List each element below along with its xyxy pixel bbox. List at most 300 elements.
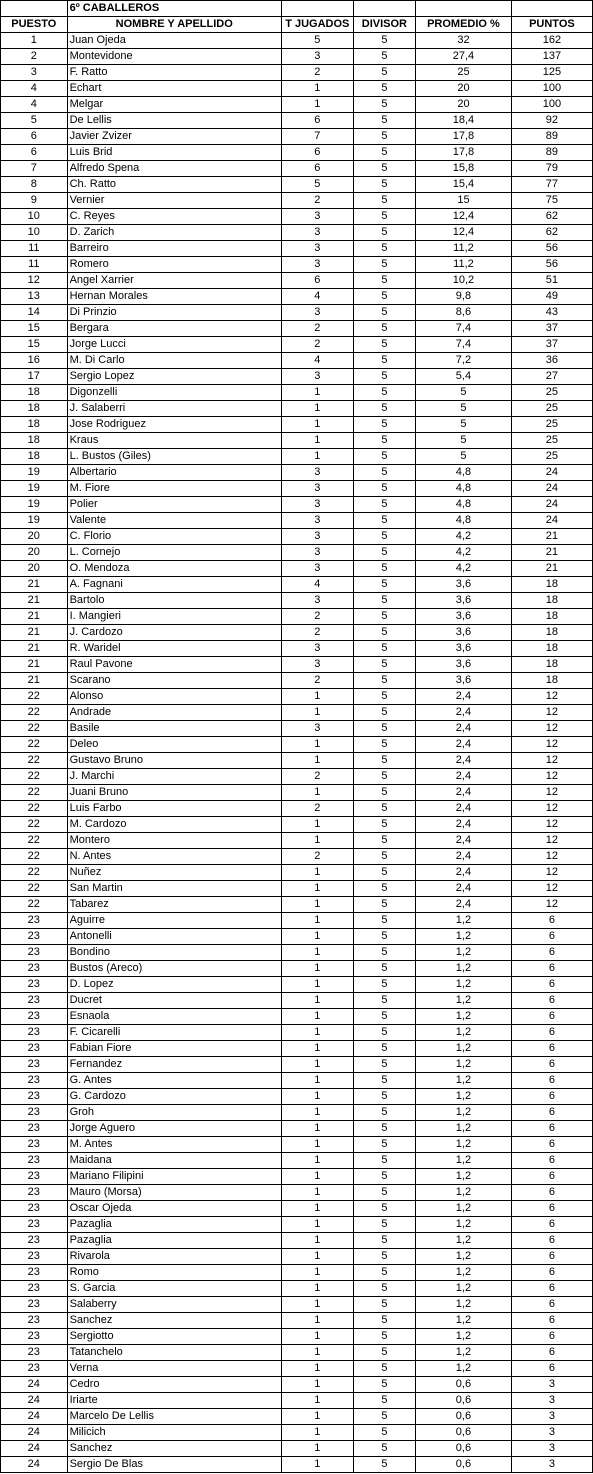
cell-puntos: 25 [511, 417, 592, 433]
cell-promedio: 0,6 [416, 1409, 512, 1425]
cell-nombre: Tatanchelo [67, 1345, 281, 1361]
cell-nombre: Romero [67, 257, 281, 273]
cell-nombre: F. Cicarelli [67, 1025, 281, 1041]
cell-puntos: 6 [511, 1025, 592, 1041]
cell-puesto: 24 [1, 1409, 68, 1425]
cell-promedio: 1,2 [416, 1233, 512, 1249]
cell-puntos: 12 [511, 689, 592, 705]
cell-jugados: 1 [281, 1409, 353, 1425]
table-row [1, 737, 593, 753]
cell-puntos: 3 [511, 1377, 592, 1393]
table-row [1, 577, 593, 593]
cell-puntos: 18 [511, 593, 592, 609]
table-row [1, 881, 593, 897]
cell-puesto: 18 [1, 433, 68, 449]
cell-nombre: M. Antes [67, 1137, 281, 1153]
cell-nombre: L. Bustos (Giles) [67, 449, 281, 465]
cell-divisor: 5 [353, 881, 415, 897]
cell-promedio: 4,2 [416, 529, 512, 545]
cell-promedio: 2,4 [416, 881, 512, 897]
cell-puesto: 23 [1, 961, 68, 977]
table-row [1, 401, 593, 417]
cell-divisor: 5 [353, 609, 415, 625]
cell-jugados: 3 [281, 497, 353, 513]
cell-promedio: 1,2 [416, 929, 512, 945]
cell-divisor: 5 [353, 385, 415, 401]
table-row [1, 65, 593, 81]
cell-nombre: Albertario [67, 465, 281, 481]
cell-nombre: Pazaglia [67, 1217, 281, 1233]
cell-puesto: 22 [1, 737, 68, 753]
cell-jugados: 1 [281, 817, 353, 833]
cell-divisor: 5 [353, 369, 415, 385]
table-row [1, 529, 593, 545]
cell-nombre: Echart [67, 81, 281, 97]
table-row [1, 1345, 593, 1361]
table-row [1, 849, 593, 865]
cell-promedio: 3,6 [416, 657, 512, 673]
cell-jugados: 6 [281, 273, 353, 289]
table-row [1, 1153, 593, 1169]
cell-puesto: 23 [1, 1057, 68, 1073]
table-row [1, 1073, 593, 1089]
cell-puntos: 6 [511, 1089, 592, 1105]
cell-jugados: 1 [281, 1073, 353, 1089]
cell-nombre: C. Reyes [67, 209, 281, 225]
cell-promedio: 1,2 [416, 1009, 512, 1025]
cell-promedio: 1,2 [416, 1025, 512, 1041]
cell-jugados: 1 [281, 449, 353, 465]
table-row [1, 1025, 593, 1041]
cell-nombre: I. Mangieri [67, 609, 281, 625]
cell-puesto: 1 [1, 33, 68, 49]
table-row [1, 289, 593, 305]
cell-jugados: 6 [281, 161, 353, 177]
cell-divisor: 5 [353, 993, 415, 1009]
cell-puesto: 21 [1, 577, 68, 593]
cell-divisor: 5 [353, 225, 415, 241]
cell-puntos: 12 [511, 769, 592, 785]
cell-divisor: 5 [353, 305, 415, 321]
cell-puntos: 62 [511, 209, 592, 225]
cell-puesto: 23 [1, 1185, 68, 1201]
cell-puesto: 24 [1, 1393, 68, 1409]
cell-nombre: G. Cardozo [67, 1089, 281, 1105]
cell-nombre: Gustavo Bruno [67, 753, 281, 769]
cell-puesto: 5 [1, 113, 68, 129]
cell-divisor: 5 [353, 721, 415, 737]
cell-jugados: 1 [281, 1057, 353, 1073]
cell-puntos: 6 [511, 1249, 592, 1265]
cell-jugados: 1 [281, 1169, 353, 1185]
cell-puntos: 6 [511, 913, 592, 929]
cell-puesto: 6 [1, 129, 68, 145]
table-row [1, 241, 593, 257]
cell-divisor: 5 [353, 353, 415, 369]
cell-promedio: 0,6 [416, 1425, 512, 1441]
cell-puntos: 62 [511, 225, 592, 241]
cell-puesto: 4 [1, 81, 68, 97]
cell-puntos: 3 [511, 1409, 592, 1425]
cell-promedio: 0,6 [416, 1393, 512, 1409]
cell-nombre: J. Salaberri [67, 401, 281, 417]
cell-jugados: 1 [281, 81, 353, 97]
cell-promedio: 1,2 [416, 993, 512, 1009]
cell-puesto: 22 [1, 801, 68, 817]
table-row [1, 81, 593, 97]
cell-puesto: 18 [1, 385, 68, 401]
cell-divisor: 5 [353, 209, 415, 225]
cell-promedio: 25 [416, 65, 512, 81]
cell-puntos: 77 [511, 177, 592, 193]
cell-divisor: 5 [353, 1217, 415, 1233]
cell-divisor: 5 [353, 1409, 415, 1425]
cell-divisor: 5 [353, 1041, 415, 1057]
cell-promedio: 4,2 [416, 561, 512, 577]
table-row [1, 49, 593, 65]
cell-puesto: 23 [1, 1137, 68, 1153]
cell-promedio: 4,8 [416, 497, 512, 513]
cell-nombre: D. Lopez [67, 977, 281, 993]
cell-puesto: 21 [1, 609, 68, 625]
header-nombre: NOMBRE Y APELLIDO [67, 17, 281, 33]
table-row [1, 753, 593, 769]
cell-jugados: 1 [281, 1281, 353, 1297]
header-puntos: PUNTOS [511, 17, 592, 33]
cell-puesto: 22 [1, 849, 68, 865]
cell-nombre: R. Waridel [67, 641, 281, 657]
cell-jugados: 5 [281, 33, 353, 49]
cell-divisor: 5 [353, 129, 415, 145]
cell-promedio: 3,6 [416, 609, 512, 625]
cell-divisor: 5 [353, 193, 415, 209]
cell-puntos: 6 [511, 1313, 592, 1329]
cell-nombre: Verna [67, 1361, 281, 1377]
cell-promedio: 3,6 [416, 593, 512, 609]
cell-puntos: 79 [511, 161, 592, 177]
cell-jugados: 1 [281, 1457, 353, 1473]
cell-puntos: 12 [511, 737, 592, 753]
cell-jugados: 3 [281, 513, 353, 529]
cell-puesto: 20 [1, 561, 68, 577]
cell-nombre: Mariano Filipini [67, 1169, 281, 1185]
table-row [1, 1265, 593, 1281]
cell-jugados: 1 [281, 385, 353, 401]
cell-promedio: 18,4 [416, 113, 512, 129]
cell-promedio: 32 [416, 33, 512, 49]
cell-puesto: 3 [1, 65, 68, 81]
cell-divisor: 5 [353, 1073, 415, 1089]
table-row [1, 1217, 593, 1233]
cell-nombre: M. Cardozo [67, 817, 281, 833]
cell-divisor: 5 [353, 1153, 415, 1169]
cell-puntos: 12 [511, 881, 592, 897]
cell-puntos: 18 [511, 577, 592, 593]
header-jugados: T JUGADOS [281, 17, 353, 33]
cell-promedio: 2,4 [416, 689, 512, 705]
cell-divisor: 5 [353, 1201, 415, 1217]
cell-jugados: 1 [281, 1217, 353, 1233]
cell-puesto: 22 [1, 833, 68, 849]
table-row [1, 97, 593, 113]
cell-nombre: Fabian Fiore [67, 1041, 281, 1057]
table-row [1, 545, 593, 561]
cell-puntos: 6 [511, 961, 592, 977]
title-blank-cell [281, 1, 353, 17]
table-row [1, 481, 593, 497]
cell-puesto: 23 [1, 1249, 68, 1265]
cell-puesto: 13 [1, 289, 68, 305]
cell-nombre: Rivarola [67, 1249, 281, 1265]
cell-puntos: 6 [511, 993, 592, 1009]
cell-jugados: 7 [281, 129, 353, 145]
cell-divisor: 5 [353, 769, 415, 785]
cell-nombre: Polier [67, 497, 281, 513]
cell-divisor: 5 [353, 737, 415, 753]
cell-jugados: 1 [281, 1137, 353, 1153]
cell-puntos: 37 [511, 337, 592, 353]
cell-puesto: 6 [1, 145, 68, 161]
cell-promedio: 1,2 [416, 1249, 512, 1265]
cell-jugados: 1 [281, 1089, 353, 1105]
cell-puntos: 21 [511, 561, 592, 577]
cell-jugados: 1 [281, 1201, 353, 1217]
cell-puntos: 24 [511, 465, 592, 481]
cell-promedio: 2,4 [416, 801, 512, 817]
cell-jugados: 3 [281, 49, 353, 65]
table-row [1, 1089, 593, 1105]
cell-puesto: 23 [1, 1121, 68, 1137]
cell-puntos: 6 [511, 1009, 592, 1025]
cell-jugados: 1 [281, 881, 353, 897]
cell-nombre: Barreiro [67, 241, 281, 257]
cell-puesto: 23 [1, 913, 68, 929]
table-row [1, 721, 593, 737]
cell-promedio: 1,2 [416, 1297, 512, 1313]
cell-puntos: 12 [511, 833, 592, 849]
cell-promedio: 1,2 [416, 945, 512, 961]
cell-divisor: 5 [353, 1089, 415, 1105]
table-row [1, 913, 593, 929]
cell-promedio: 15,4 [416, 177, 512, 193]
cell-divisor: 5 [353, 1009, 415, 1025]
cell-puntos: 92 [511, 113, 592, 129]
table-row [1, 1057, 593, 1073]
cell-puntos: 12 [511, 721, 592, 737]
cell-divisor: 5 [353, 1297, 415, 1313]
cell-puntos: 6 [511, 1073, 592, 1089]
cell-jugados: 6 [281, 145, 353, 161]
cell-promedio: 11,2 [416, 257, 512, 273]
cell-puntos: 3 [511, 1425, 592, 1441]
cell-nombre: De Lellis [67, 113, 281, 129]
cell-jugados: 3 [281, 241, 353, 257]
cell-puntos: 6 [511, 1345, 592, 1361]
cell-puntos: 6 [511, 1361, 592, 1377]
cell-divisor: 5 [353, 1265, 415, 1281]
table-row [1, 897, 593, 913]
cell-puesto: 22 [1, 689, 68, 705]
cell-divisor: 5 [353, 1329, 415, 1345]
cell-puesto: 23 [1, 945, 68, 961]
cell-jugados: 1 [281, 753, 353, 769]
cell-divisor: 5 [353, 817, 415, 833]
cell-divisor: 5 [353, 689, 415, 705]
cell-puntos: 6 [511, 1217, 592, 1233]
cell-puntos: 89 [511, 129, 592, 145]
cell-jugados: 5 [281, 177, 353, 193]
cell-divisor: 5 [353, 673, 415, 689]
table-row [1, 177, 593, 193]
cell-nombre: Sergiotto [67, 1329, 281, 1345]
cell-promedio: 2,4 [416, 865, 512, 881]
table-row [1, 1425, 593, 1441]
cell-puesto: 22 [1, 705, 68, 721]
cell-promedio: 5 [416, 433, 512, 449]
cell-nombre: Sergio Lopez [67, 369, 281, 385]
cell-promedio: 1,2 [416, 1265, 512, 1281]
cell-jugados: 2 [281, 337, 353, 353]
cell-nombre: San Martin [67, 881, 281, 897]
cell-promedio: 1,2 [416, 1201, 512, 1217]
cell-jugados: 2 [281, 65, 353, 81]
standings-body [1, 1, 593, 1473]
table-row [1, 833, 593, 849]
cell-divisor: 5 [353, 753, 415, 769]
cell-jugados: 3 [281, 641, 353, 657]
header-divisor: DIVISOR [353, 17, 415, 33]
cell-divisor: 5 [353, 1185, 415, 1201]
cell-promedio: 20 [416, 97, 512, 113]
cell-puntos: 6 [511, 1265, 592, 1281]
cell-puntos: 51 [511, 273, 592, 289]
table-row [1, 321, 593, 337]
table-row [1, 977, 593, 993]
cell-divisor: 5 [353, 657, 415, 673]
cell-promedio: 15,8 [416, 161, 512, 177]
cell-divisor: 5 [353, 785, 415, 801]
cell-divisor: 5 [353, 641, 415, 657]
cell-puntos: 56 [511, 257, 592, 273]
title-blank-cell [416, 1, 512, 17]
cell-puesto: 23 [1, 1041, 68, 1057]
cell-jugados: 3 [281, 481, 353, 497]
header-puesto: PUESTO [1, 17, 68, 33]
table-row [1, 353, 593, 369]
cell-puesto: 23 [1, 1345, 68, 1361]
cell-promedio: 17,8 [416, 129, 512, 145]
sheet-title: 6º CABALLEROS [67, 1, 281, 17]
cell-jugados: 1 [281, 1041, 353, 1057]
cell-jugados: 1 [281, 929, 353, 945]
cell-puntos: 6 [511, 1281, 592, 1297]
cell-divisor: 5 [353, 1313, 415, 1329]
cell-divisor: 5 [353, 865, 415, 881]
cell-promedio: 1,2 [416, 1041, 512, 1057]
cell-jugados: 2 [281, 769, 353, 785]
cell-puesto: 19 [1, 497, 68, 513]
table-row [1, 273, 593, 289]
table-row [1, 673, 593, 689]
cell-nombre: Vernier [67, 193, 281, 209]
cell-puntos: 6 [511, 1153, 592, 1169]
cell-puntos: 6 [511, 929, 592, 945]
cell-divisor: 5 [353, 1121, 415, 1137]
table-row [1, 625, 593, 641]
cell-jugados: 3 [281, 561, 353, 577]
cell-promedio: 2,4 [416, 785, 512, 801]
cell-nombre: Esnaola [67, 1009, 281, 1025]
table-row [1, 641, 593, 657]
cell-divisor: 5 [353, 1025, 415, 1041]
cell-jugados: 2 [281, 673, 353, 689]
cell-jugados: 1 [281, 417, 353, 433]
cell-jugados: 1 [281, 1329, 353, 1345]
cell-puntos: 12 [511, 849, 592, 865]
table-row [1, 1249, 593, 1265]
cell-puntos: 6 [511, 945, 592, 961]
cell-nombre: Raul Pavone [67, 657, 281, 673]
cell-promedio: 12,4 [416, 209, 512, 225]
cell-puesto: 17 [1, 369, 68, 385]
cell-jugados: 3 [281, 305, 353, 321]
cell-nombre: Melgar [67, 97, 281, 113]
cell-divisor: 5 [353, 273, 415, 289]
cell-divisor: 5 [353, 145, 415, 161]
cell-jugados: 1 [281, 401, 353, 417]
cell-puesto: 23 [1, 1169, 68, 1185]
cell-puesto: 21 [1, 593, 68, 609]
cell-nombre: Mauro (Morsa) [67, 1185, 281, 1201]
cell-nombre: G. Antes [67, 1073, 281, 1089]
cell-puntos: 25 [511, 401, 592, 417]
cell-divisor: 5 [353, 497, 415, 513]
cell-jugados: 1 [281, 737, 353, 753]
cell-puesto: 23 [1, 1281, 68, 1297]
cell-puntos: 3 [511, 1457, 592, 1473]
cell-promedio: 1,2 [416, 1281, 512, 1297]
cell-puesto: 23 [1, 1025, 68, 1041]
cell-puesto: 22 [1, 881, 68, 897]
cell-promedio: 2,4 [416, 705, 512, 721]
cell-divisor: 5 [353, 1361, 415, 1377]
cell-promedio: 1,2 [416, 1089, 512, 1105]
cell-nombre: Oscar Ojeda [67, 1201, 281, 1217]
table-row [1, 817, 593, 833]
cell-nombre: Tabarez [67, 897, 281, 913]
cell-promedio: 1,2 [416, 1137, 512, 1153]
cell-jugados: 3 [281, 529, 353, 545]
cell-puntos: 18 [511, 673, 592, 689]
cell-nombre: Alfredo Spena [67, 161, 281, 177]
cell-puesto: 24 [1, 1377, 68, 1393]
cell-puntos: 3 [511, 1441, 592, 1457]
cell-promedio: 15 [416, 193, 512, 209]
table-row [1, 1313, 593, 1329]
cell-nombre: Digonzelli [67, 385, 281, 401]
cell-puntos: 18 [511, 609, 592, 625]
header-promedio: PROMEDIO % [416, 17, 512, 33]
table-row [1, 1377, 593, 1393]
cell-puntos: 100 [511, 97, 592, 113]
cell-jugados: 6 [281, 113, 353, 129]
cell-divisor: 5 [353, 433, 415, 449]
cell-puntos: 43 [511, 305, 592, 321]
table-row [1, 1185, 593, 1201]
table-row [1, 1393, 593, 1409]
cell-puntos: 49 [511, 289, 592, 305]
cell-jugados: 2 [281, 321, 353, 337]
